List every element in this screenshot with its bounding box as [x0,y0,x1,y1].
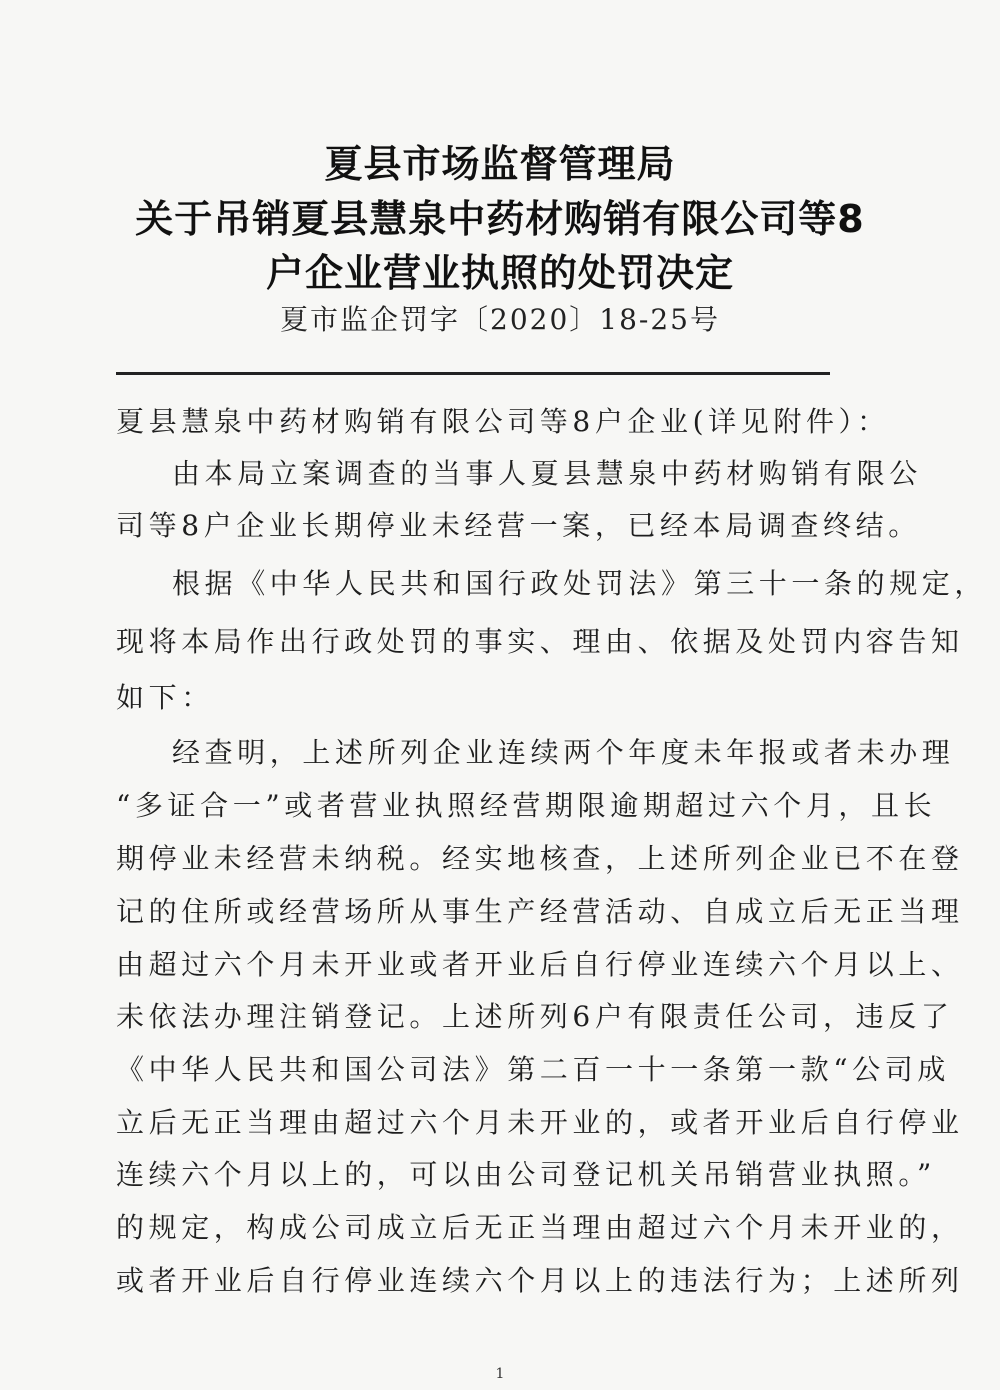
title-line-2: 关于吊销夏县慧泉中药材购销有限公司等8 [135,197,865,241]
body-line: 记的住所或经营场所从事生产经营活动、自成立后无正当理 [116,895,964,928]
body-line: “多证合一”或者营业执照经营期限逾期超过六个月，且长 [116,789,937,822]
body-line: 如下： [116,681,214,714]
body-line: 司等8户企业长期停业未经营一案，已经本局调查终结。 [116,509,921,542]
header-divider [116,372,830,375]
title-line-3: 户企业营业执照的处罚决定 [265,251,734,295]
body-line: 或者开业后自行停业连续六个月以上的违法行为；上述所列 [116,1264,964,1297]
document-number: 夏市监企罚字〔2020〕18-25号 [280,303,720,336]
body-line: 经查明，上述所列企业连续两个年度未年报或者未办理 [172,736,955,769]
body-line: 期停业未经营未纳税。经实地核查，上述所列企业已不在登 [116,842,964,875]
body-line: 夏县慧泉中药材购销有限公司等8户企业(详见附件）： [116,405,890,438]
body-line: 的规定，构成公司成立后无正当理由超过六个月未开业的， [116,1211,964,1244]
body-line: 未依法办理注销登记。上述所列6户有限责任公司，违反了 [116,1000,954,1033]
body-line: 立后无正当理由超过六个月未开业的，或者开业后自行停业 [116,1106,964,1139]
title-line-1: 夏县市场监督管理局 [324,142,676,186]
body-line: 连续六个月以上的，可以由公司登记机关吊销营业执照。” [116,1158,936,1191]
body-line: 根据《中华人民共和国行政处罚法》第三十一条的规定， [172,567,988,600]
body-line: 由超过六个月未开业或者开业后自行停业连续六个月以上、 [116,948,964,981]
body-line: 现将本局作出行政处罚的事实、理由、依据及处罚内容告知 [116,625,964,658]
body-line: 《中华人民共和国公司法》第二百一十一条第一款“公司成 [116,1053,950,1086]
page-number: 1 [495,1366,505,1382]
body-line: 由本局立案调查的当事人夏县慧泉中药材购销有限公 [172,457,922,490]
